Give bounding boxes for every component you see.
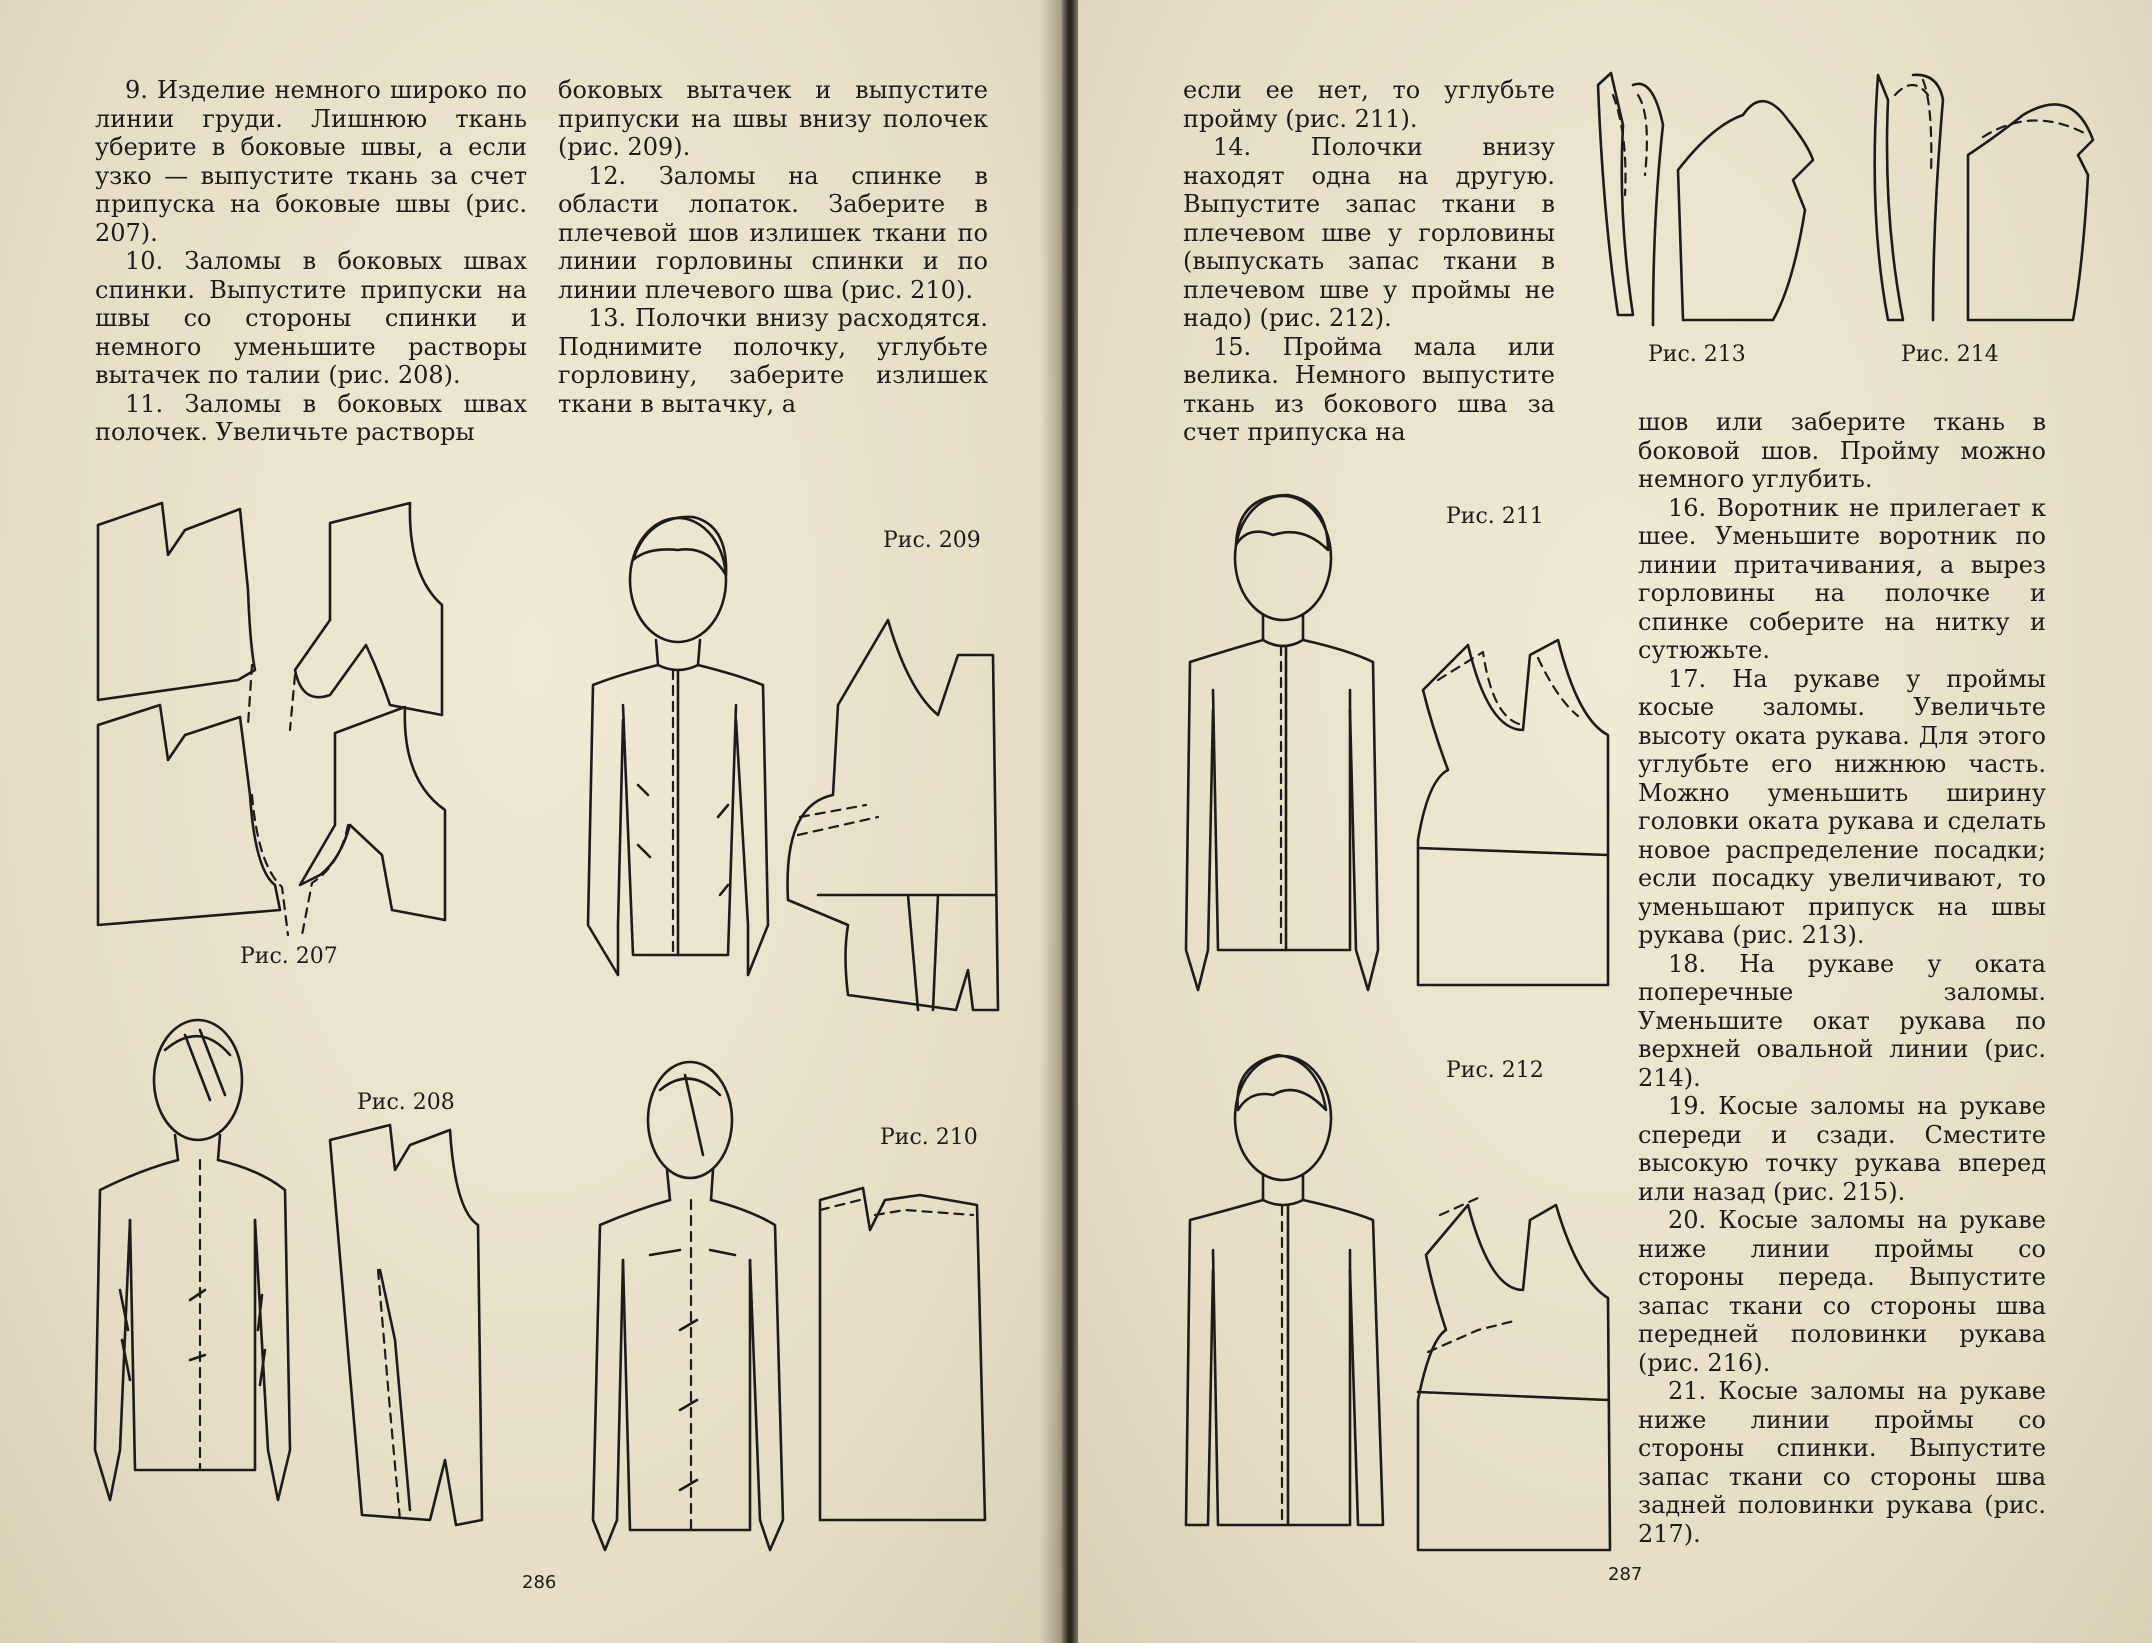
- caption-fig-207: Рис. 207: [240, 944, 338, 969]
- figure-212-front-view: [1178, 1040, 1608, 1580]
- page-286: [0, 0, 1062, 1643]
- page-287: [1078, 0, 2152, 1643]
- paragraph-18: 18. На рукаве у оката поперечные заломы. Уменьшите окат рукава по верхней овальной линии (рис. 214).: [1638, 949, 2046, 1092]
- right-text-column-2: [1638, 408, 2046, 1548]
- page-number-286: 286: [522, 1572, 557, 1593]
- paragraph-13: 13. Полочки внизу расходятся. Поднимите полочку, углубьте горловину, заберите излишек ткани в вытачку, а: [558, 304, 988, 418]
- caption-fig-210: Рис. 210: [880, 1125, 978, 1150]
- caption-fig-209: Рис. 209: [883, 528, 981, 553]
- right-text-column-1: [1183, 76, 1555, 447]
- caption-fig-208: Рис. 208: [357, 1090, 455, 1115]
- figure-209-front-view: [578, 505, 998, 1025]
- figure-211-front-view: [1178, 480, 1608, 1000]
- caption-fig-212: Рис. 212: [1446, 1058, 1544, 1083]
- left-text-column-1: [95, 76, 527, 447]
- paragraph-21: 21. Косые заломы на рукаве ниже линии проймы со стороны спинки. Выпустите запас ткани со стороны шва задней половинки рукава (рис. 217).: [1638, 1377, 2046, 1548]
- paragraph-11: 11. Заломы в боковых швах полочек. Увеличьте растворы: [95, 389, 527, 446]
- paragraph-15: 15. Пройма мала или велика. Немного выпустите ткань из бокового шва за счет припуска на: [1183, 332, 1555, 446]
- paragraph-10: 10. Заломы в боковых швах спинки. Выпустите припуски на швы со стороны спинки и немного уменьшите растворы вытачек по талии (рис. 208).: [95, 247, 527, 389]
- paragraph-11-continued: боковых вытачек и выпустите припуски на швы внизу полочек (рис. 209).: [558, 76, 988, 161]
- figure-207-pattern-pieces: [90, 495, 490, 945]
- paragraph-20: 20. Косые заломы на рукаве ниже линии проймы со стороны переда. Выпустите запас ткани со стороны шва передней половинки рукава (рис. 216).: [1638, 1206, 2046, 1377]
- paragraph-14: 14. Полочки внизу находят одна на другую. Выпустите запас ткани в плечевом шве у горловины (выпускать запас ткани в плечевом шве у проймы не надо) (рис. 212).: [1183, 133, 1555, 332]
- page-number-287: 287: [1608, 1564, 1643, 1585]
- paragraph-17: 17. На рукаве у проймы косые заломы. Увеличьте высоту оката рукава. Для этого углубьте его нижнюю часть. Можно уменьшить ширину головки оката рукава и сделать новое распределение посадки; если посадку увеличивают, то уменьшают припуск на швы рукава (рис. 213).: [1638, 664, 2046, 949]
- caption-fig-211: Рис. 211: [1446, 504, 1544, 529]
- paragraph-13-continued: если ее нет, то углубьте пройму (рис. 211).: [1183, 76, 1555, 133]
- left-text-column-2: [558, 76, 988, 418]
- figure-213-214-sleeves: [1583, 65, 2138, 345]
- paragraph-12: 12. Заломы на спинке в области лопаток. Заберите в плечевой шов излишек ткани по линии горловины спинки и по линии плечевого шва (рис. 210).: [558, 161, 988, 304]
- paragraph-15-continued: шов или заберите ткань в боковой шов. Пройму можно немного углубить.: [1638, 408, 2046, 493]
- paragraph-16: 16. Воротник не прилегает к шее. Уменьшите воротник по линии притачивания, а вырез горловины на полочке и спинке соберите на нитку и сутюжьте.: [1638, 493, 2046, 664]
- paragraph-9: 9. Изделие немного широко по линии груди. Лишнюю ткань уберите в боковые швы, а если узко — выпустите ткань за счет припуска на боковые швы (рис. 207).: [95, 76, 527, 247]
- caption-fig-214: Рис. 214: [1901, 342, 1999, 367]
- caption-fig-213: Рис. 213: [1648, 342, 1746, 367]
- paragraph-19: 19. Косые заломы на рукаве спереди и сзади. Сместите высокую точку рукава вперед или назад (рис. 215).: [1638, 1092, 2046, 1206]
